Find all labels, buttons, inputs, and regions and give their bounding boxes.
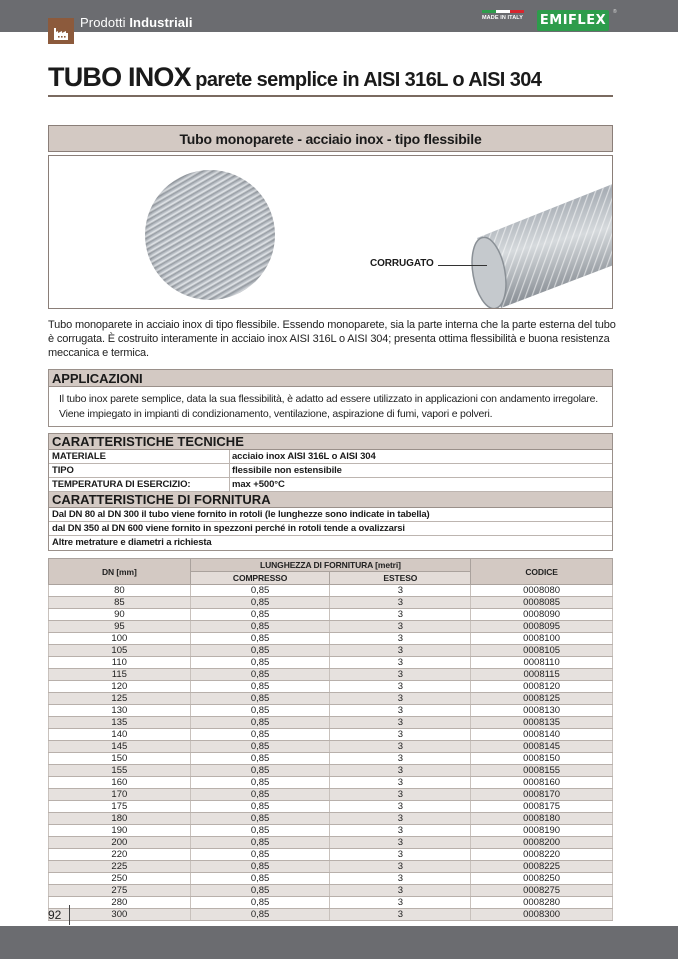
- cell-codice: 0008200: [471, 837, 613, 849]
- cell-codice: 0008095: [471, 621, 613, 633]
- fornitura-note: Dal DN 80 al DN 300 il tubo viene fornito in rotoli (le lunghezze sono indicate in tabella): [49, 508, 612, 522]
- table-row: [49, 885, 613, 897]
- title-sub: parete semplice in AISI 316L o AISI 304: [195, 69, 542, 91]
- cell-codice: 0008275: [471, 885, 613, 897]
- table-row: [49, 873, 613, 885]
- cell-esteso: 3: [330, 621, 471, 633]
- registered-mark: ®: [613, 9, 617, 15]
- cell-compresso: 0,85: [190, 585, 330, 597]
- column-header-codice: CODICE: [471, 559, 613, 585]
- cell-dn: 160: [49, 777, 191, 789]
- cell-compresso: 0,85: [190, 837, 330, 849]
- cell-dn: 90: [49, 609, 191, 621]
- cell-esteso: 3: [330, 633, 471, 645]
- applicazioni-line: Viene impiegato in impianti di condizionamento, ventilazione, aspirazione di fumi, vapori e polveri.: [59, 408, 493, 420]
- cell-esteso: 3: [330, 801, 471, 813]
- spec-row: [49, 478, 612, 492]
- category-title: [80, 15, 193, 30]
- table-row: [49, 777, 613, 789]
- cell-esteso: 3: [330, 693, 471, 705]
- spec-value: acciaio inox AISI 316L o AISI 304: [232, 451, 376, 462]
- column-header-compresso: COMPRESSO: [190, 572, 330, 585]
- cell-esteso: 3: [330, 765, 471, 777]
- cell-dn: 280: [49, 897, 191, 909]
- cell-compresso: 0,85: [190, 801, 330, 813]
- table-row: [49, 717, 613, 729]
- cell-codice: 0008180: [471, 813, 613, 825]
- cell-compresso: 0,85: [190, 825, 330, 837]
- cell-dn: 95: [49, 621, 191, 633]
- cell-esteso: 3: [330, 909, 471, 921]
- table-row: [49, 753, 613, 765]
- cell-compresso: 0,85: [190, 717, 330, 729]
- fornitura-note: dal DN 350 al DN 600 viene fornito in spezzoni perché in rotoli tende a ovalizzarsi: [49, 522, 612, 536]
- table-row: [49, 729, 613, 741]
- corrugated-surface-image: [145, 170, 275, 300]
- cell-esteso: 3: [330, 597, 471, 609]
- column-header-esteso: ESTESO: [330, 572, 471, 585]
- cell-codice: 0008220: [471, 849, 613, 861]
- cell-codice: 0008160: [471, 777, 613, 789]
- cell-esteso: 3: [330, 717, 471, 729]
- spec-row: [49, 450, 612, 464]
- cell-esteso: 3: [330, 777, 471, 789]
- cell-esteso: 3: [330, 885, 471, 897]
- table-row: [49, 813, 613, 825]
- cell-codice: 0008135: [471, 717, 613, 729]
- cell-dn: 115: [49, 669, 191, 681]
- table-row: [49, 597, 613, 609]
- cell-compresso: 0,85: [190, 693, 330, 705]
- cell-esteso: 3: [330, 873, 471, 885]
- cell-esteso: 3: [330, 753, 471, 765]
- cell-codice: 0008300: [471, 909, 613, 921]
- cell-dn: 175: [49, 801, 191, 813]
- cell-compresso: 0,85: [190, 789, 330, 801]
- cell-dn: 125: [49, 693, 191, 705]
- table-row: [49, 825, 613, 837]
- cell-compresso: 0,85: [190, 621, 330, 633]
- cell-esteso: 3: [330, 609, 471, 621]
- cell-codice: 0008190: [471, 825, 613, 837]
- cell-codice: 0008175: [471, 801, 613, 813]
- cell-dn: 105: [49, 645, 191, 657]
- category-light: Prodotti: [80, 15, 126, 30]
- cell-compresso: 0,85: [190, 669, 330, 681]
- cell-compresso: 0,85: [190, 849, 330, 861]
- cell-esteso: 3: [330, 897, 471, 909]
- cell-compresso: 0,85: [190, 777, 330, 789]
- made-in-text: MADE IN ITALY: [482, 15, 524, 21]
- cell-dn: 135: [49, 717, 191, 729]
- fornitura-note: Altre metrature e diametri a richiesta: [52, 537, 212, 548]
- table-row: [49, 909, 613, 921]
- cell-codice: 0008280: [471, 897, 613, 909]
- table-row: [49, 705, 613, 717]
- cell-codice: 0008130: [471, 705, 613, 717]
- applicazioni-section: [48, 369, 613, 427]
- table-row: [49, 645, 613, 657]
- cell-compresso: 0,85: [190, 885, 330, 897]
- product-description: Tubo monoparete in acciaio inox di tipo flessibile. Essendo monoparete, sia la parte interna che la parte esterna del tubo è corrugata. È costruito interamente in acciaio inox AISI 316L o AISI 304; presenta ottima flessibilità e buona resistenza meccanica e termica.: [48, 319, 616, 359]
- table-row: [49, 789, 613, 801]
- fornitura-heading: CARATTERISTICHE DI FORNITURA: [49, 492, 612, 508]
- cell-esteso: 3: [330, 741, 471, 753]
- cell-dn: 275: [49, 885, 191, 897]
- table-row: [49, 801, 613, 813]
- cell-compresso: 0,85: [190, 645, 330, 657]
- table-row: [49, 621, 613, 633]
- spec-row: [49, 464, 612, 478]
- cell-dn: 85: [49, 597, 191, 609]
- table-row: [49, 585, 613, 597]
- cell-dn: 250: [49, 873, 191, 885]
- cell-compresso: 0,85: [190, 657, 330, 669]
- table-row: [49, 765, 613, 777]
- page-number-separator: [69, 905, 70, 925]
- cell-dn: 225: [49, 861, 191, 873]
- cell-esteso: 3: [330, 729, 471, 741]
- cell-codice: 0008085: [471, 597, 613, 609]
- table-row: [49, 837, 613, 849]
- category-bold: Industriali: [129, 15, 193, 30]
- cell-codice: 0008080: [471, 585, 613, 597]
- cell-dn: 100: [49, 633, 191, 645]
- cell-compresso: 0,85: [190, 765, 330, 777]
- cell-compresso: 0,85: [190, 813, 330, 825]
- italy-flag-icon: [482, 10, 524, 13]
- corrugato-label: CORRUGATO: [370, 258, 434, 269]
- table-row: [49, 741, 613, 753]
- product-heading-text: Tubo monoparete - acciaio inox - tipo flessibile: [179, 130, 482, 147]
- cell-dn: 140: [49, 729, 191, 741]
- specs-section: [48, 433, 613, 551]
- cell-codice: 0008140: [471, 729, 613, 741]
- cell-esteso: 3: [330, 813, 471, 825]
- spec-value: flessibile non estensibile: [232, 465, 342, 476]
- table-row: [49, 897, 613, 909]
- cell-esteso: 3: [330, 789, 471, 801]
- cell-codice: 0008250: [471, 873, 613, 885]
- cell-dn: 110: [49, 657, 191, 669]
- page-number: 92: [48, 908, 62, 922]
- cell-codice: 0008155: [471, 765, 613, 777]
- table-row: [49, 633, 613, 645]
- cell-compresso: 0,85: [190, 681, 330, 693]
- dimensions-table: [48, 558, 613, 921]
- cell-codice: 0008110: [471, 657, 613, 669]
- cell-dn: 130: [49, 705, 191, 717]
- table-row: [49, 657, 613, 669]
- table-row: [49, 693, 613, 705]
- factory-icon: [48, 18, 74, 44]
- cell-compresso: 0,85: [190, 609, 330, 621]
- tecniche-heading: CARATTERISTICHE TECNICHE: [49, 434, 612, 450]
- cell-codice: 0008225: [471, 861, 613, 873]
- brand-name: EMIFLEX: [539, 13, 607, 28]
- cell-compresso: 0,85: [190, 753, 330, 765]
- cell-esteso: 3: [330, 837, 471, 849]
- spec-key: TIPO: [49, 464, 230, 477]
- cell-dn: 190: [49, 825, 191, 837]
- cell-codice: 0008115: [471, 669, 613, 681]
- cell-compresso: 0,85: [190, 741, 330, 753]
- cell-compresso: 0,85: [190, 861, 330, 873]
- cell-esteso: 3: [330, 705, 471, 717]
- cell-codice: 0008105: [471, 645, 613, 657]
- tube-image: [463, 168, 613, 308]
- brand-logo: [537, 10, 609, 31]
- cell-codice: 0008090: [471, 609, 613, 621]
- spec-key: MATERIALE: [49, 450, 230, 463]
- table-row: [49, 669, 613, 681]
- cell-compresso: 0,85: [190, 633, 330, 645]
- product-image: [48, 155, 613, 309]
- cell-dn: 200: [49, 837, 191, 849]
- cell-codice: 0008145: [471, 741, 613, 753]
- applicazioni-line: Il tubo inox parete semplice, data la sua flessibilità, è adatto ad essere utilizzato in applicazioni con andamento irregolare.: [59, 393, 599, 405]
- cell-esteso: 3: [330, 669, 471, 681]
- cell-codice: 0008100: [471, 633, 613, 645]
- cell-dn: 145: [49, 741, 191, 753]
- cell-codice: 0008170: [471, 789, 613, 801]
- cell-dn: 155: [49, 765, 191, 777]
- table-row: [49, 681, 613, 693]
- bottom-bar: [0, 926, 678, 959]
- cell-codice: 0008150: [471, 753, 613, 765]
- cell-compresso: 0,85: [190, 729, 330, 741]
- applicazioni-heading: APPLICAZIONI: [49, 370, 612, 387]
- cell-esteso: 3: [330, 849, 471, 861]
- spec-key: TEMPERATURA DI ESERCIZIO:: [49, 478, 230, 491]
- cell-esteso: 3: [330, 585, 471, 597]
- column-header-dn: DN [mm]: [49, 559, 191, 585]
- made-in-italy-badge: [482, 10, 528, 21]
- cell-esteso: 3: [330, 645, 471, 657]
- table-row: [49, 849, 613, 861]
- cell-compresso: 0,85: [190, 873, 330, 885]
- cell-compresso: 0,85: [190, 597, 330, 609]
- cell-codice: 0008125: [471, 693, 613, 705]
- cell-esteso: 3: [330, 825, 471, 837]
- page-title: [48, 62, 613, 97]
- cell-dn: 80: [49, 585, 191, 597]
- cell-codice: 0008120: [471, 681, 613, 693]
- table-row: [49, 861, 613, 873]
- cell-dn: 300: [49, 909, 191, 921]
- spec-value: max +500°C: [232, 479, 285, 490]
- column-header-lunghezza: LUNGHEZZA DI FORNITURA [metri]: [190, 559, 471, 572]
- cell-dn: 180: [49, 813, 191, 825]
- title-main: TUBO INOX: [48, 62, 191, 92]
- cell-compresso: 0,85: [190, 897, 330, 909]
- table-row: [49, 609, 613, 621]
- cell-esteso: 3: [330, 861, 471, 873]
- cell-dn: 120: [49, 681, 191, 693]
- label-leader-line: [438, 265, 487, 266]
- cell-dn: 220: [49, 849, 191, 861]
- cell-dn: 150: [49, 753, 191, 765]
- product-heading: [48, 125, 613, 152]
- cell-esteso: 3: [330, 657, 471, 669]
- cell-esteso: 3: [330, 681, 471, 693]
- cell-compresso: 0,85: [190, 909, 330, 921]
- cell-dn: 170: [49, 789, 191, 801]
- cell-compresso: 0,85: [190, 705, 330, 717]
